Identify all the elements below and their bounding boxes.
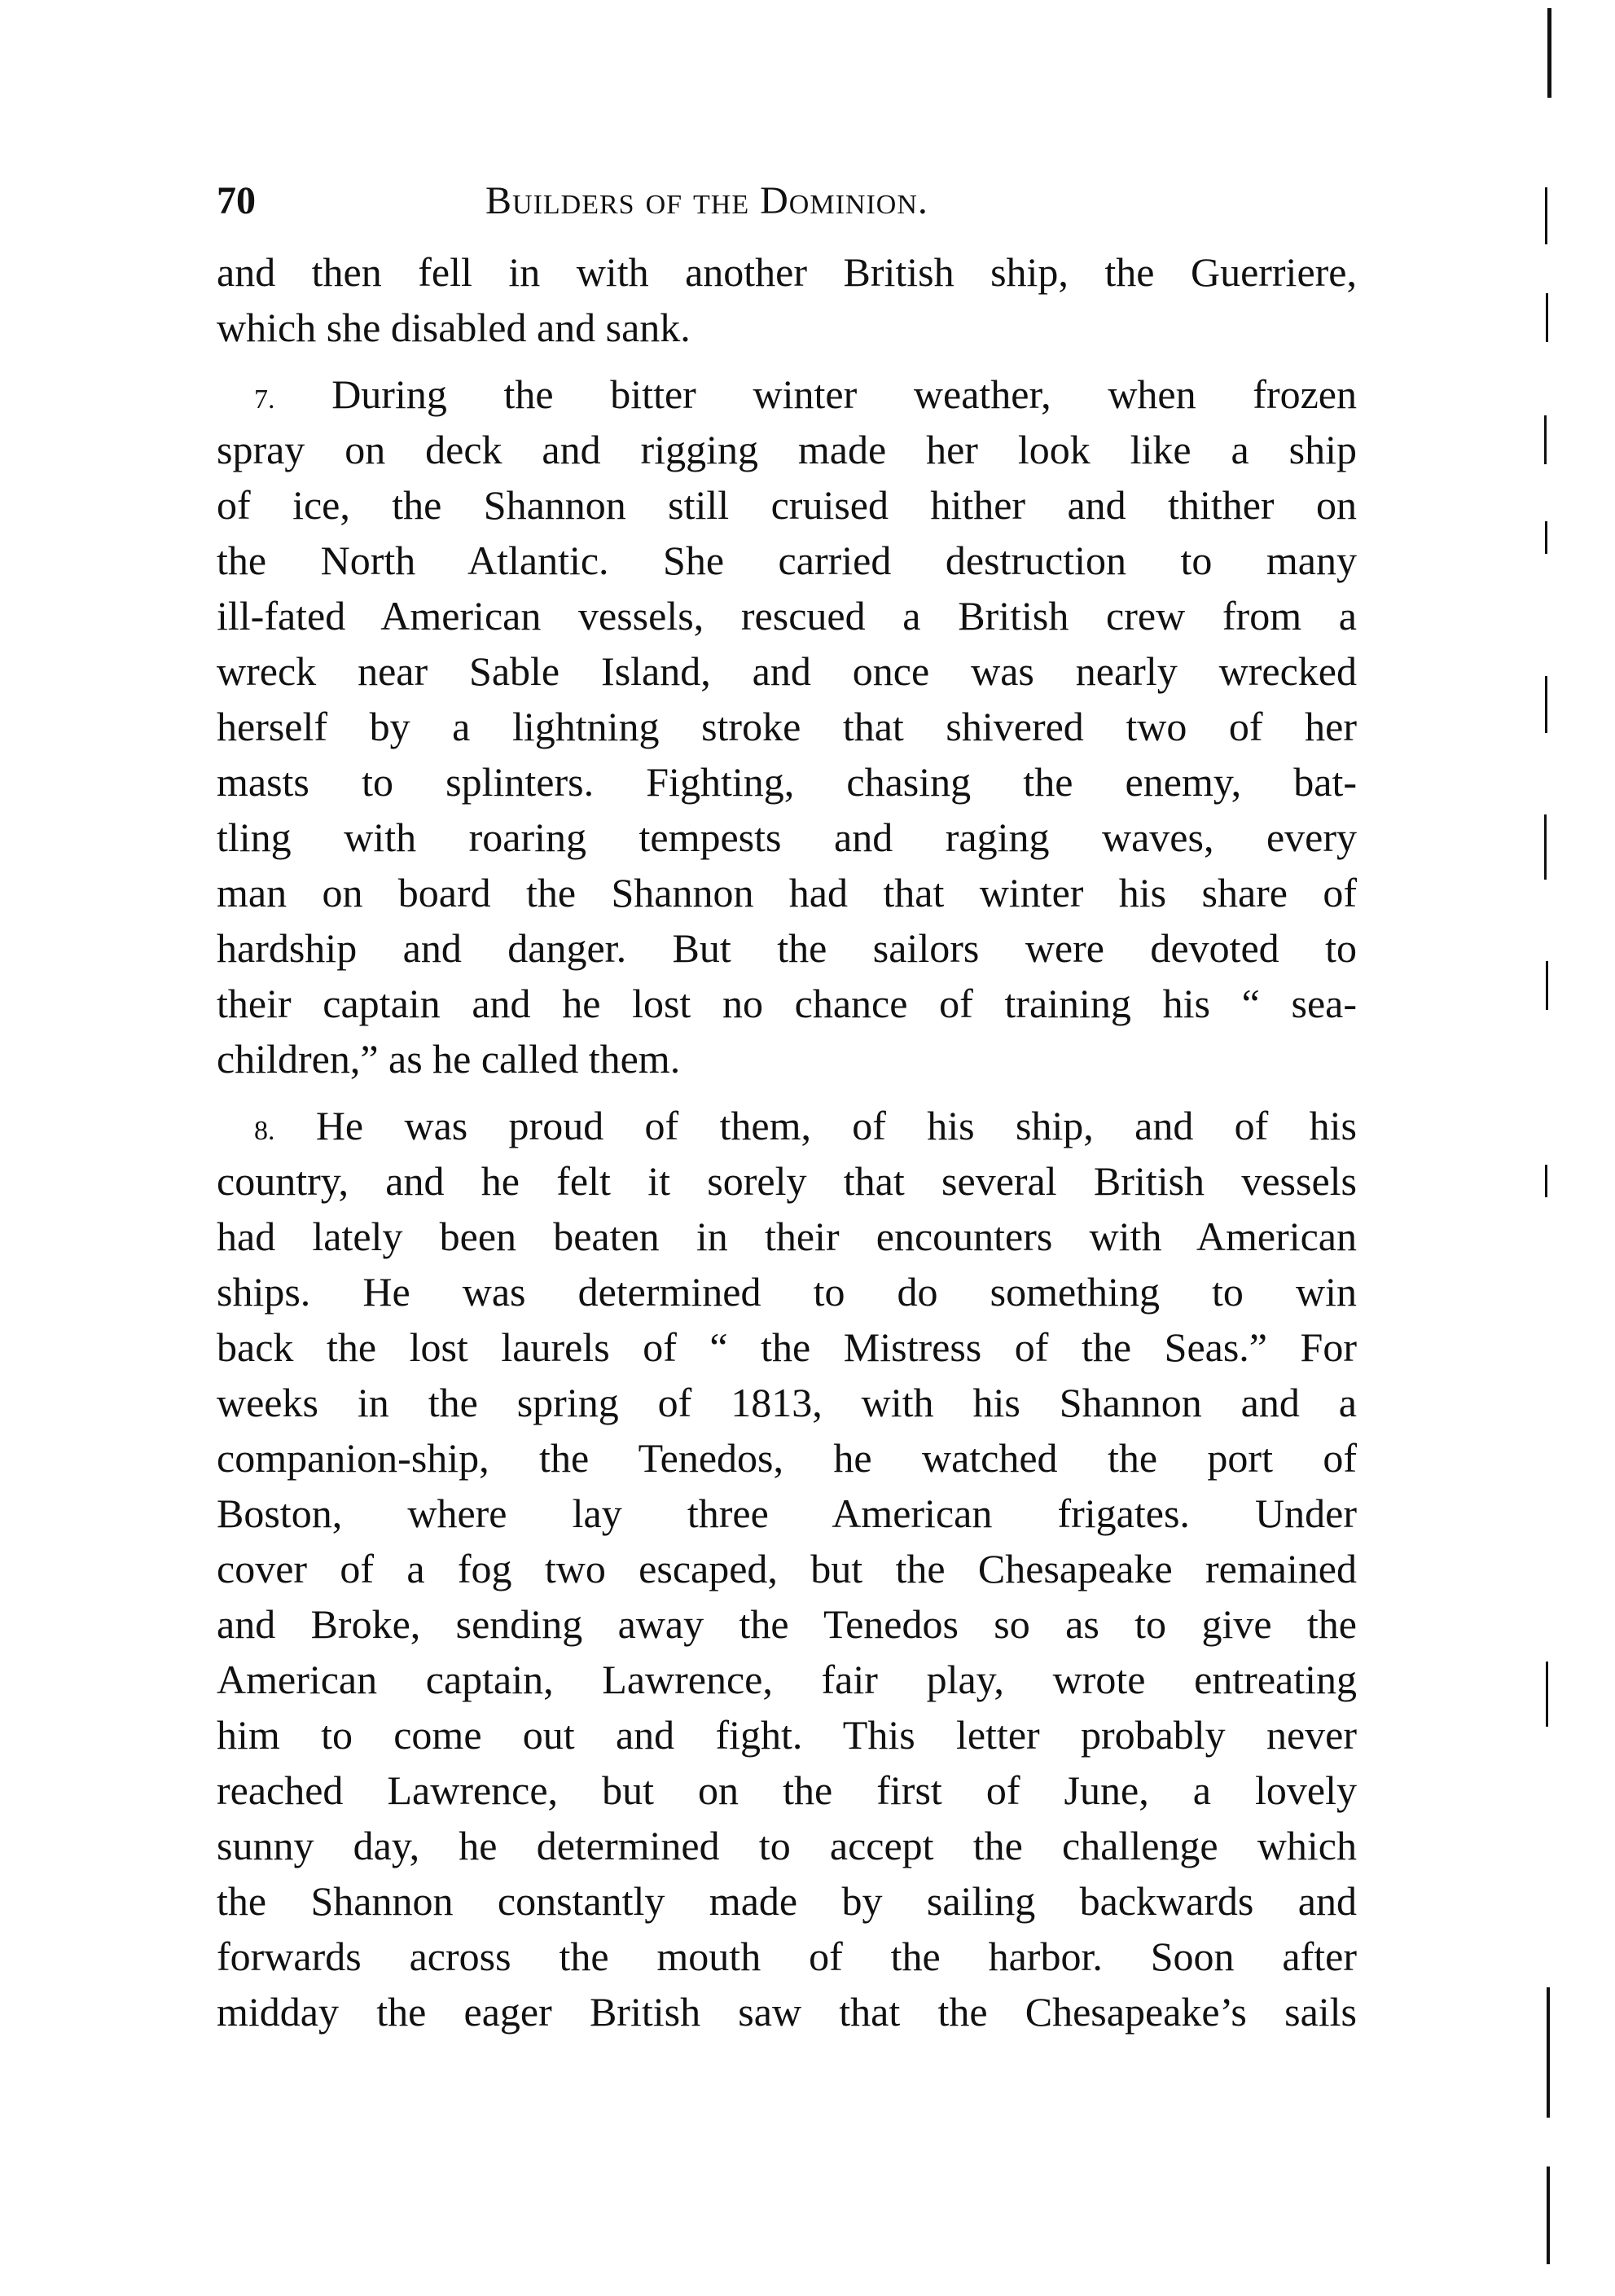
text-line: their captain and he lost no chance of training his “ sea- [217,981,1357,1026]
text-line: and Broke, sending away the Tenedos so as to give the [217,1601,1357,1647]
scan-margin-mark [1546,293,1548,342]
text-line: tling with roaring tempests and raging waves, every [217,814,1357,860]
text-line: reached Lawrence, but on the first of June, a lovely [217,1767,1357,1813]
text-line: children,” as he called them. [217,1036,681,1082]
page-header [217,173,1357,230]
text-line: Boston, where lay three American frigates. Under [217,1490,1357,1536]
text-line: midday the eager British saw that the Chesapeake’s sails [217,1989,1357,2035]
text-line: him to come out and fight. This letter probably never [217,1712,1357,1758]
text-line: spray on deck and rigging made her look like a ship [217,427,1357,472]
text-line: He was proud of them, of his ship, and of his [315,1103,1357,1148]
scan-margin-mark [1544,415,1547,464]
text-line: the Shannon constantly made by sailing backwards and [217,1878,1357,1924]
paragraph-gap [217,355,1357,367]
text-line: forwards across the mouth of the harbor. Soon after [217,1934,1357,1979]
paragraph-7 [217,367,1357,1087]
paragraph-8 [217,1098,1357,2039]
text-line: American captain, Lawrence, fair play, wrote entreating [217,1657,1357,1702]
scan-margin-mark [1546,1662,1548,1727]
text-line: the North Atlantic. She carried destruction to many [217,538,1357,583]
scan-margin-mark [1545,187,1547,244]
paragraph-gap [217,1087,1357,1098]
scan-margin-mark [1544,814,1547,880]
text-line: country, and he felt it sorely that several British vessels [217,1158,1357,1204]
scan-margin-mark [1546,961,1548,1010]
text-line: companion-ship, the Tenedos, he watched the port of [217,1435,1357,1481]
scan-margin-mark [1547,8,1551,98]
paragraph-number: 7. [254,384,275,415]
text-line: which she disabled and sank. [217,305,691,350]
page-number: 70 [217,179,256,222]
text-line: man on board the Shannon had that winter his share of [217,870,1357,915]
scan-margin-mark [1545,1165,1547,1197]
scan-margin-mark [1547,1987,1550,2118]
text-line: masts to splinters. Fighting, chasing the enemy, bat- [217,759,1357,805]
paragraph-number: 8. [254,1116,275,1146]
text-line: herself by a lightning stroke that shivered two of her [217,704,1357,749]
text-line: wreck near Sable Island, and once was nearly wrecked [217,648,1357,694]
paragraph-continued [217,244,1357,355]
running-title: Builders of the Dominion. [485,179,928,222]
text-line: back the lost laurels of “ the Mistress of the Seas.” For [217,1324,1357,1370]
text-line: During the bitter winter weather, when frozen [331,371,1357,417]
text-line: sunny day, he determined to accept the challenge which [217,1823,1357,1868]
text-line: cover of a fog two escaped, but the Chesapeake remained [217,1546,1357,1591]
body-text [217,244,1357,2039]
text-line: had lately been beaten in their encounters with American [217,1214,1357,1259]
text-line: and then fell in with another British ship, the Guerriere, [217,249,1357,295]
text-line-first [217,1098,1357,1153]
text-line: weeks in the spring of 1813, with his Shannon and a [217,1380,1357,1425]
text-line: ships. He was determined to do something to win [217,1269,1357,1315]
scan-margin-mark [1547,2166,1550,2264]
text-line: ill-fated American vessels, rescued a British crew from a [217,593,1357,639]
scan-margin-mark [1545,521,1547,554]
text-line-first [217,367,1357,422]
scan-margin-mark [1545,676,1547,733]
text-line: of ice, the Shannon still cruised hither and thither on [217,482,1357,528]
text-line: hardship and danger. But the sailors were devoted to [217,925,1357,971]
